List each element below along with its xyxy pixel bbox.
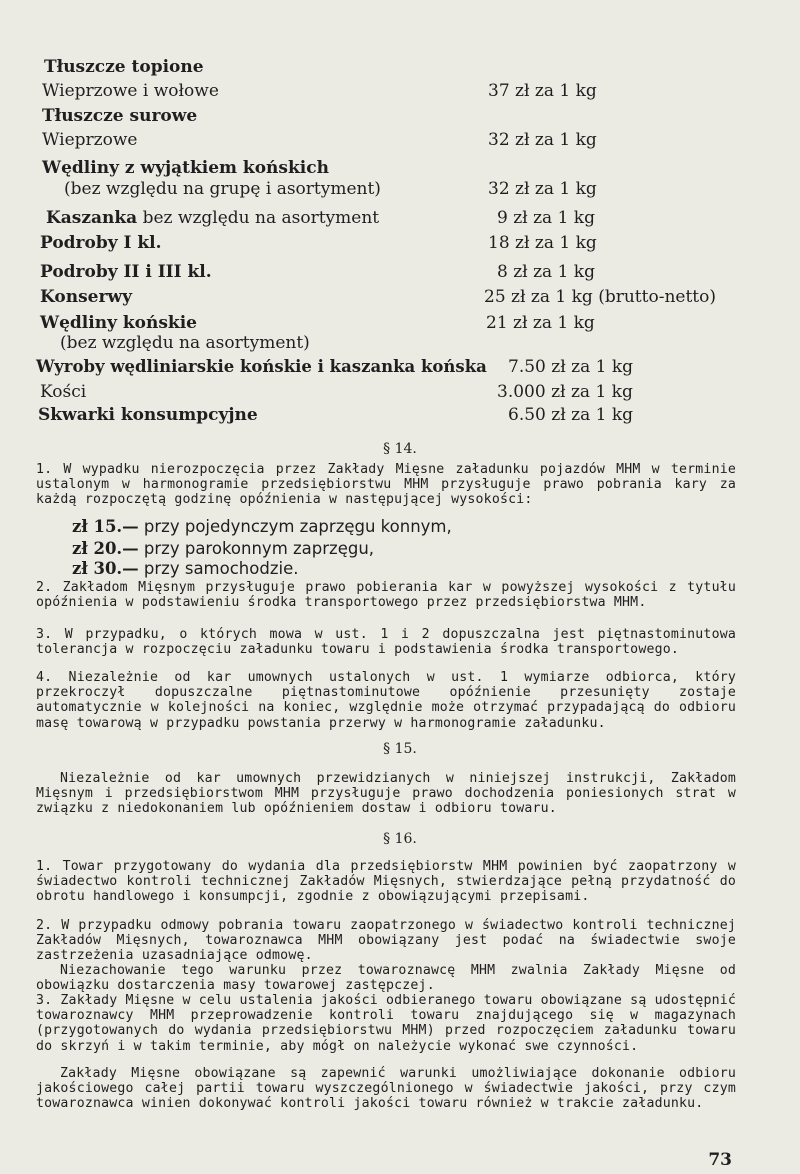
price-label: Podroby I kl. — [40, 233, 162, 253]
fine-amount: zł 30.— — [72, 559, 139, 578]
price-row — [0, 286, 800, 310]
price-label: Tłuszcze surowe — [42, 106, 198, 126]
price-label: Wyroby wędliniarskie końskie i kaszanka końska — [36, 357, 487, 376]
price-value: 32 zł za 1 kg — [488, 130, 597, 150]
price-value: 32 zł za 1 kg — [488, 179, 597, 199]
section-heading: § 14. — [383, 441, 417, 457]
fine-line — [72, 517, 452, 537]
price-value: 25 zł za 1 kg (brutto-netto) — [484, 287, 716, 307]
price-label: Kości — [40, 382, 87, 402]
paragraph: Niezależnie od kar umownych przewidzianych w niniejszej instrukcji, Zakładom Mięsnym i przedsiębiorstwom MHM przysługuje prawo dochodzenia poniesionych strat w związku z niedokonaniem lub opóźnieniem dostaw i odbioru towaru. — [36, 771, 736, 817]
price-row — [0, 105, 800, 129]
fine-amount: zł 20.— — [72, 539, 139, 558]
paragraph: 1. W wypadku nierozpoczęcia przez Zakłady Mięsne załadunku pojazdów MHM w terminie ustalonym w harmonogramie przedsiębiorstwu MHM przysługuje prawo pobrania kary za każdą rozpoczętą godzinę opóźnienia w następującej wysokości: — [36, 462, 736, 508]
paragraph: 4. Niezależnie od kar umownych ustalonych w ust. 1 wymiarze odbiorca, który przekroczył dopuszczalne piętnastominutowe opóźnienie przesunięty zostaje automatycznie w kolejności na koniec, względnie może otrzymać przypadającą do odbioru masę towarową w przypadku powstania przerwy w harmonogramie załadunku. — [36, 670, 736, 731]
price-row — [0, 404, 800, 428]
price-label-rest: bez względu na asortyment — [137, 208, 380, 228]
page-number: 73 — [708, 1150, 732, 1170]
price-row — [0, 80, 800, 104]
price-label: Wieprzowe — [42, 130, 138, 150]
paragraph: 1. Towar przygotowany do wydania dla przedsiębiorstw MHM powinien być zaopatrzony w świadectwo kontroli technicznej Zakładów Mięsnych, stwierdzające pełną przydatność do obrotu handlowego i konsumpcji, zgodnie z obowiązującymi przepisami. — [36, 859, 736, 905]
fine-text: przy parokonnym zaprzęgu, — [143, 539, 375, 558]
price-label: (bez względu na asortyment) — [60, 333, 310, 353]
price-label: (bez względu na grupę i asortyment) — [64, 179, 381, 199]
fine-line — [72, 539, 374, 559]
paragraph: 2. W przypadku odmowy pobrania towaru zaopatrzonego w świadectwo kontroli technicznej Zakładów Mięsnych, towaroznawca MHM obowiązany jest podać na świadectwie swoje zastrzeżenia uzasadniające odmowę. — [36, 918, 736, 964]
section-heading: § 16. — [383, 831, 417, 847]
section-heading: § 15. — [383, 741, 417, 757]
price-label: Wędliny końskie — [40, 313, 197, 333]
price-row — [0, 56, 800, 80]
price-value: 9 zł za 1 kg — [497, 208, 595, 228]
price-label: Skwarki konsumpcyjne — [38, 405, 258, 425]
price-value: 37 zł za 1 kg — [488, 81, 597, 101]
paragraph: 2. Zakładom Mięsnym przysługuje prawo pobierania kar w powyższej wysokości z tytułu opóźnienia w podstawieniu środka transportowego przez przedsiębiorstwa MHM. — [36, 580, 736, 611]
paragraph: 3. W przypadku, o których mowa w ust. 1 i 2 dopuszczalna jest piętnastominutowa tolerancja w rozpoczęciu załadunku towaru i podstawienia środka transportowego. — [36, 627, 736, 658]
price-label-bold: Kaszanka — [46, 208, 138, 228]
paragraph: 3. Zakłady Mięsne w celu ustalenia jakości odbieranego towaru obowiązane są udostępnić towaroznawcy MHM przeprowadzenie kontroli towaru znajdującego się w magazynach (przygotowanych do wydania przedsiębiorstwu MHM) przed rozpoczęciem załadunku towaru do skrzyń i w takim terminie, aby mógł on należycie wykonać swe czynności. — [36, 993, 737, 1054]
fine-amount: zł 15.— — [72, 517, 139, 536]
price-row — [0, 332, 800, 356]
price-value: 21 zł za 1 kg — [486, 313, 595, 333]
paragraph: Niezachowanie tego warunku przez towaroznawcę MHM zwalnia Zakłady Mięsne od obowiązku dostarczenia masy towarowej zastępczej. — [36, 963, 736, 994]
price-row — [0, 129, 800, 153]
paragraph: Zakłady Mięsne obowiązane są zapewnić warunki umożliwiające dokonanie odbioru jakościowego całej partii towaru wyszczególnionego w świadectwie jakości, przy czym towaroznawca winien dokonywać kontroli jakości towaru również w trakcie załadunku. — [36, 1066, 736, 1112]
fine-line — [72, 559, 298, 579]
price-value: 3.000 zł za 1 kg — [497, 382, 633, 402]
fine-text: przy pojedynczym zaprzęgu konnym, — [143, 517, 452, 536]
price-row — [0, 232, 800, 256]
price-label: Tłuszcze topione — [44, 57, 204, 77]
price-row — [0, 261, 800, 285]
price-row — [0, 356, 800, 380]
price-value: 7.50 zł za 1 kg — [508, 357, 634, 377]
fine-text: przy samochodzie. — [143, 559, 299, 578]
price-row — [0, 178, 800, 202]
price-label — [46, 207, 379, 229]
price-value: 8 zł za 1 kg — [497, 262, 595, 282]
price-label: Wieprzowe i wołowe — [42, 81, 219, 101]
price-label: Wędliny z wyjątkiem końskich — [42, 158, 329, 178]
price-value: 18 zł za 1 kg — [488, 233, 597, 253]
price-row — [0, 207, 800, 231]
price-value: 6.50 zł za 1 kg — [508, 405, 634, 425]
price-label: Podroby II i III kl. — [40, 262, 212, 282]
price-row — [0, 381, 800, 405]
price-label: Konserwy — [40, 287, 132, 307]
